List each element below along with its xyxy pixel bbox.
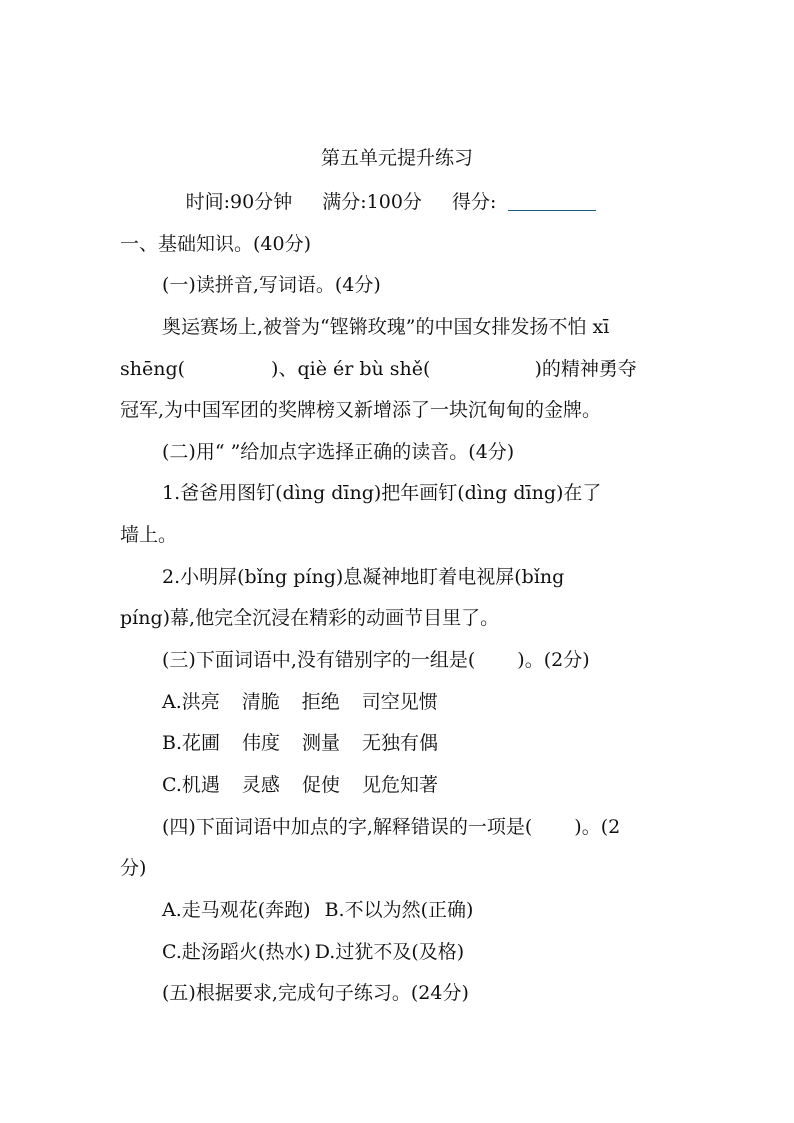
q3-option-b[interactable]: B.花圃 伟度 测量 无独有偶 xyxy=(162,732,439,754)
q1-heading: (一)读拼音,写词语。(4分) xyxy=(162,274,381,296)
score-blank[interactable] xyxy=(508,192,596,211)
full-score: 满分:100分 xyxy=(322,191,422,213)
q2-item2-line1: 2.小明屏(bǐng píng)息凝神地盯着电视屏(bǐng xyxy=(162,566,565,588)
q2-item1-line1: 1.爸爸用图钉(dìng dīng)把年画钉(dìng dīng)在了 xyxy=(162,482,602,504)
q4-option-c[interactable]: C.赴汤蹈火(热水) xyxy=(162,941,311,963)
section-heading: 一、基础知识。(40分) xyxy=(120,233,312,255)
q1-text-line3: 冠军,为中国军团的奖牌榜又新增添了一块沉甸甸的金牌。 xyxy=(120,399,602,421)
q4-heading-cont: 分) xyxy=(120,857,147,879)
page-title: 第五单元提升练习 xyxy=(320,147,473,169)
q3-heading: (三)下面词语中,没有错别字的一组是( )。(2分) xyxy=(162,649,590,671)
q4-option-b[interactable]: B.不以为然(正确) xyxy=(324,899,474,921)
q2-item1-line2: 墙上。 xyxy=(120,524,178,546)
q4-options-row2 xyxy=(162,940,722,964)
q2-heading: (二)用“ ”给加点字选择正确的读音。(4分) xyxy=(162,441,515,463)
q3-option-a[interactable]: A.洪亮 清脆 拒绝 司空见惯 xyxy=(162,691,438,713)
time-limit: 时间:90分钟 xyxy=(185,191,293,213)
q1-text-line1: 奥运赛场上,被誉为“铿锵玫瑰”的中国女排发扬不怕 xī xyxy=(162,316,610,338)
q2-item2-line2: píng)幕,他完全沉浸在精彩的动画节目里了。 xyxy=(120,607,500,629)
q5-heading: (五)根据要求,完成句子练习。(24分) xyxy=(162,982,469,1004)
q4-options-row1 xyxy=(162,898,722,922)
q3-option-c[interactable]: C.机遇 灵感 促使 见危知著 xyxy=(162,774,438,796)
q4-option-d[interactable]: D.过犹不及(及格) xyxy=(314,941,465,963)
q4-option-a[interactable]: A.走马观花(奔跑) xyxy=(162,899,311,921)
exam-meta xyxy=(0,190,794,214)
q1-text-line2: shēng( )、qiè ér bù shě( )的精神勇夺 xyxy=(120,358,637,380)
score-label: 得分: xyxy=(451,191,497,213)
score-field xyxy=(452,191,608,213)
q4-heading: (四)下面词语中加点的字,解释错误的一项是( )。(2 xyxy=(162,816,621,838)
